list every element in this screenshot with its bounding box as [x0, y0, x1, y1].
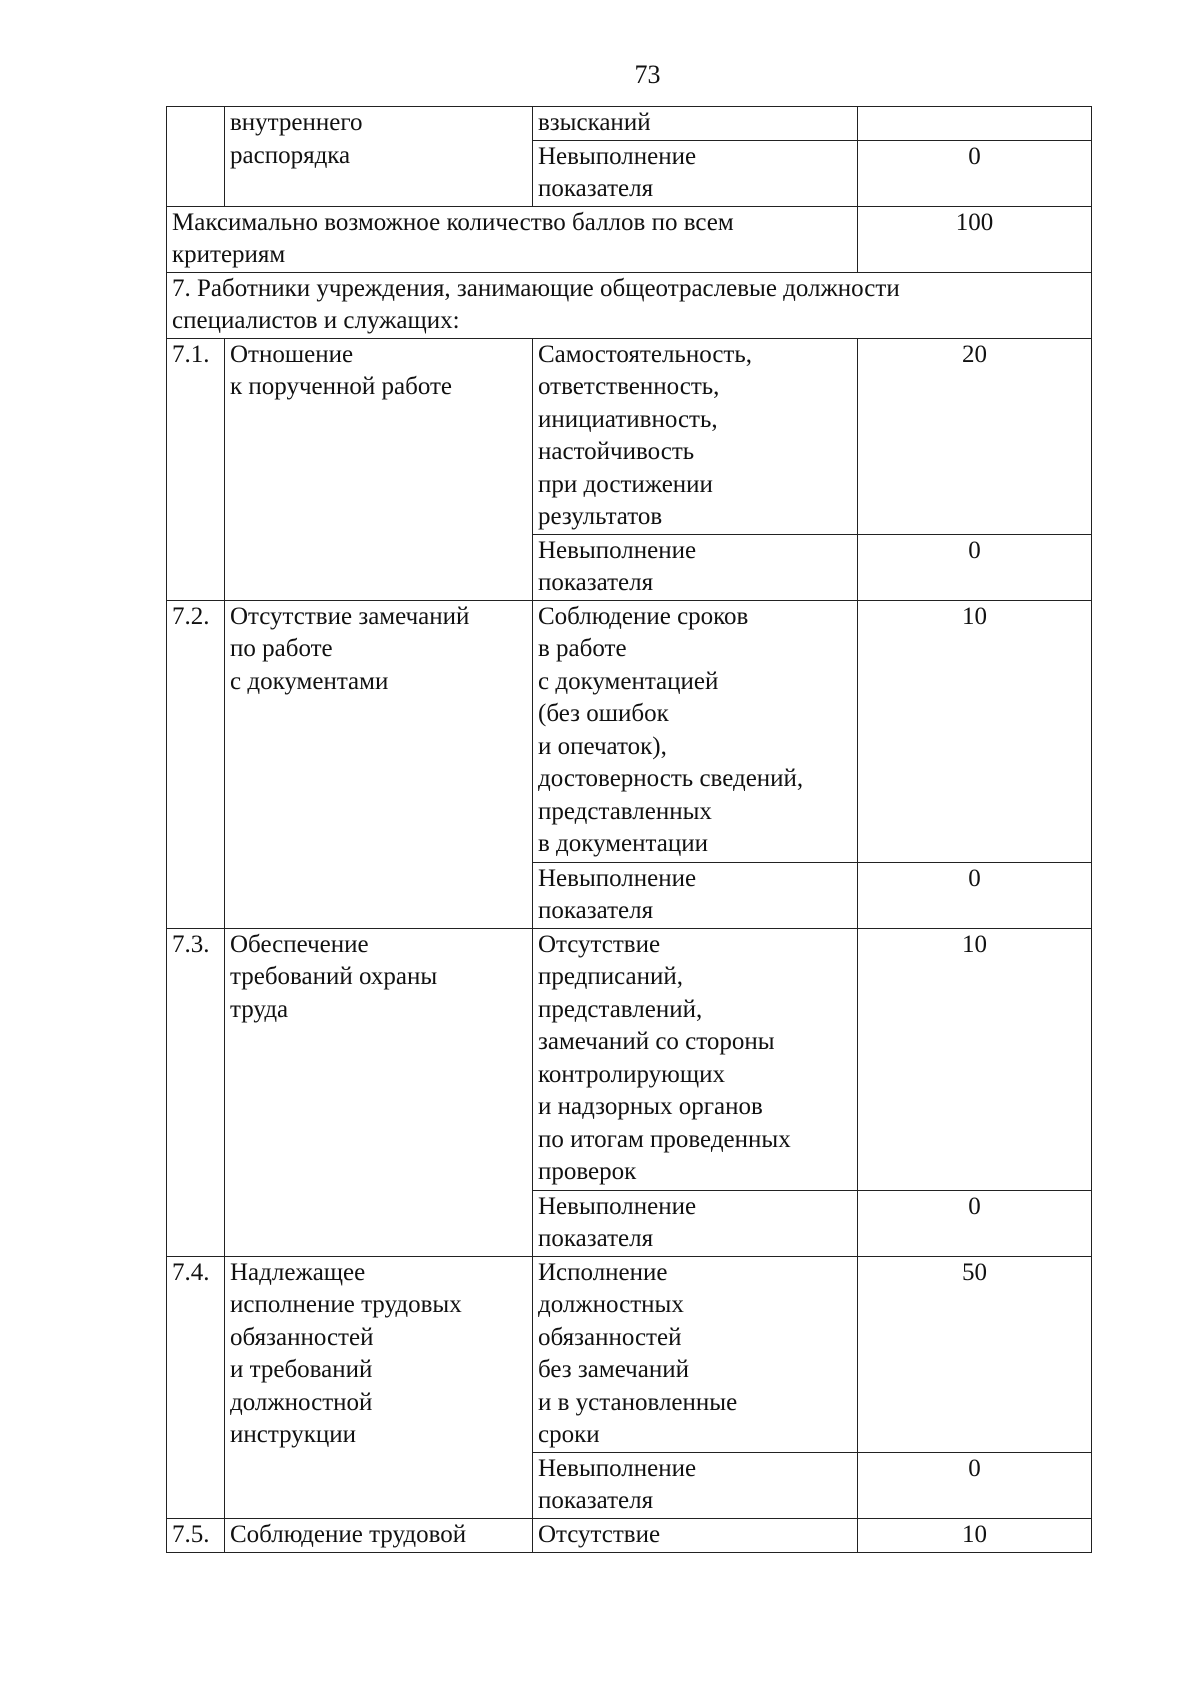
criterion-cell: Надлежащее исполнение трудовых обязанностей и требований должностной инструкции [225, 1256, 533, 1518]
table-row [167, 600, 1092, 862]
page-number: 73 [634, 60, 661, 89]
indicator-cell: Самостоятельность, ответственность, инициативность, настойчивость при достижении результатов [533, 338, 858, 534]
table-row [167, 1518, 1092, 1552]
table-row [167, 107, 1092, 141]
criterion-cell: Отсутствие замечаний по работе с документами [225, 600, 533, 928]
max-points-label: Максимально возможное количество баллов по всем критериям [167, 206, 858, 272]
fail-indicator-cell: Невыполнение показателя [533, 862, 858, 928]
fail-indicator-cell: Невыполнение показателя [533, 534, 858, 600]
max-points-value: 100 [858, 206, 1092, 272]
table-row [167, 1256, 1092, 1452]
fail-points-cell: 0 [858, 1190, 1092, 1256]
points-cell: 10 [858, 928, 1092, 1190]
fail-points-cell: 0 [858, 1452, 1092, 1518]
fail-points-cell: 0 [858, 862, 1092, 928]
criterion-cell: Отношение к порученной работе [225, 338, 533, 600]
indicator-cell: Отсутствие [533, 1518, 858, 1552]
table-row [167, 338, 1092, 534]
item-number: 7.5. [167, 1518, 225, 1552]
section-header-row [167, 272, 1092, 338]
table-row [167, 928, 1092, 1190]
criterion-cell: Обеспечение требований охраны труда [225, 928, 533, 1256]
max-points-row [167, 206, 1092, 272]
points-cell: 20 [858, 338, 1092, 534]
item-number: 7.3. [167, 928, 225, 1256]
item-number: 7.4. [167, 1256, 225, 1518]
indicator-cell: Невыполнение показателя [533, 140, 858, 206]
item-number: 7.2. [167, 600, 225, 928]
criteria-table [166, 106, 1092, 1553]
indicator-cell: Отсутствие предписаний, представлений, замечаний со стороны контролирующих и надзорных органов по итогам проведенных проверок [533, 928, 858, 1190]
fail-indicator-cell: Невыполнение показателя [533, 1452, 858, 1518]
fail-points-cell: 0 [858, 534, 1092, 600]
item-number: 7.1. [167, 338, 225, 600]
indicator-cell: Исполнение должностных обязанностей без замечаний и в установленные сроки [533, 1256, 858, 1452]
fail-indicator-cell: Невыполнение показателя [533, 1190, 858, 1256]
points-cell: 10 [858, 1518, 1092, 1552]
indicator-cell: Соблюдение сроков в работе с документацией (без ошибок и опечаток), достоверность сведений, представленных в документации [533, 600, 858, 862]
indicator-cell: взысканий [533, 107, 858, 141]
criterion-cell: Соблюдение трудовой [225, 1518, 533, 1552]
points-cell [858, 107, 1092, 141]
points-cell: 10 [858, 600, 1092, 862]
points-cell: 0 [858, 140, 1092, 206]
criterion-cell: внутреннего распорядка [225, 107, 533, 207]
section-header: 7. Работники учреждения, занимающие общеотраслевые должности специалистов и служащих: [167, 272, 1092, 338]
points-cell: 50 [858, 1256, 1092, 1452]
num-cell [167, 107, 225, 207]
